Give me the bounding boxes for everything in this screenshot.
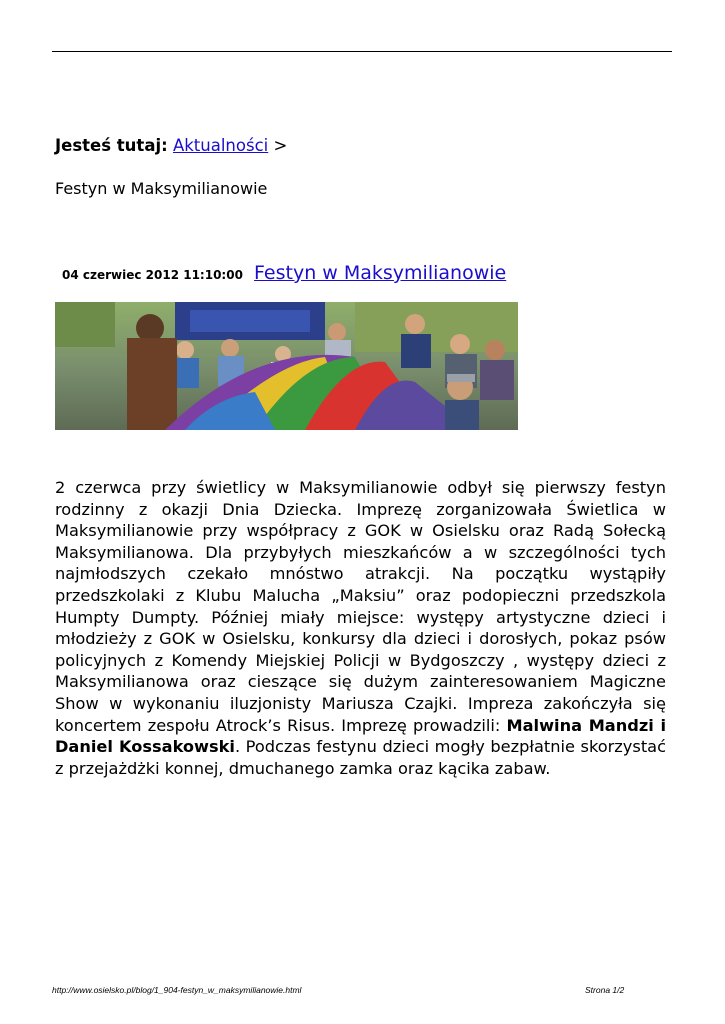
footer-url: http://www.osielsko.pl/blog/1_904-festyn_w_maksymilianowie.html [52,985,302,995]
post-title-link[interactable]: Festyn w Maksymilianowie [254,262,507,284]
article-body [55,477,666,779]
breadcrumb-label: Jesteś tutaj: [55,136,168,155]
breadcrumb [55,135,287,157]
post-header [62,262,506,284]
festival-photo[interactable] [55,302,518,430]
header-rule [52,51,672,52]
page-title: Festyn w Maksymilianowie [55,179,268,198]
footer-page-number: Strona 1/2 [585,985,625,995]
breadcrumb-link-aktualnosci[interactable]: Aktualności [172,136,269,155]
post-date: 04 czerwiec 2012 11:10:00 [62,268,243,282]
article-text-intro: 2 czerwca przy świetlicy w Maksymilianowie odbył się pierwszy festyn rodzinny z okazji Dnia Dziecka. Imprezę zorganizowała Świetlica w Maksymilianowie przy współpracy z GOK w Osielsku oraz Radą Sołecką Maksymilianowa. Dla przybyłych mieszkańców a w szczególności tych najmłodszych czekało mnóstwo atrakcji. Na początku wystąpiły przedszkolaki z Klubu Malucha „Maksiu” oraz podopieczni przedszkola Humpty Dumpty. Później miały miejsce: występy artystyczne dzieci i młodzieży z GOK w Osielsku, konkursy dla dzieci i dorosłych, pokaz psów policyjnych z Komendy Miejskiej Policji w Bydgoszczy , występy dzieci z Maksymilianowa oraz cieszące się dużym zainteresowaniem Magiczne Show w wykonaniu iluzjonisty Mariusza Czajki. Impreza zakończyła się koncertem zespołu Atrock’s Risus. Imprezę prowadzili: [55,478,666,735]
article-text-outro: . Podczas festynu dzieci mogły bezpłatnie skorzystać z przejażdżki konnej, dmuchanego zamka oraz kącika zabaw. [55,737,666,778]
breadcrumb-separator: > [273,136,288,155]
article-hosts: Malwina Mandzi i Daniel Kossakowski [55,715,666,757]
